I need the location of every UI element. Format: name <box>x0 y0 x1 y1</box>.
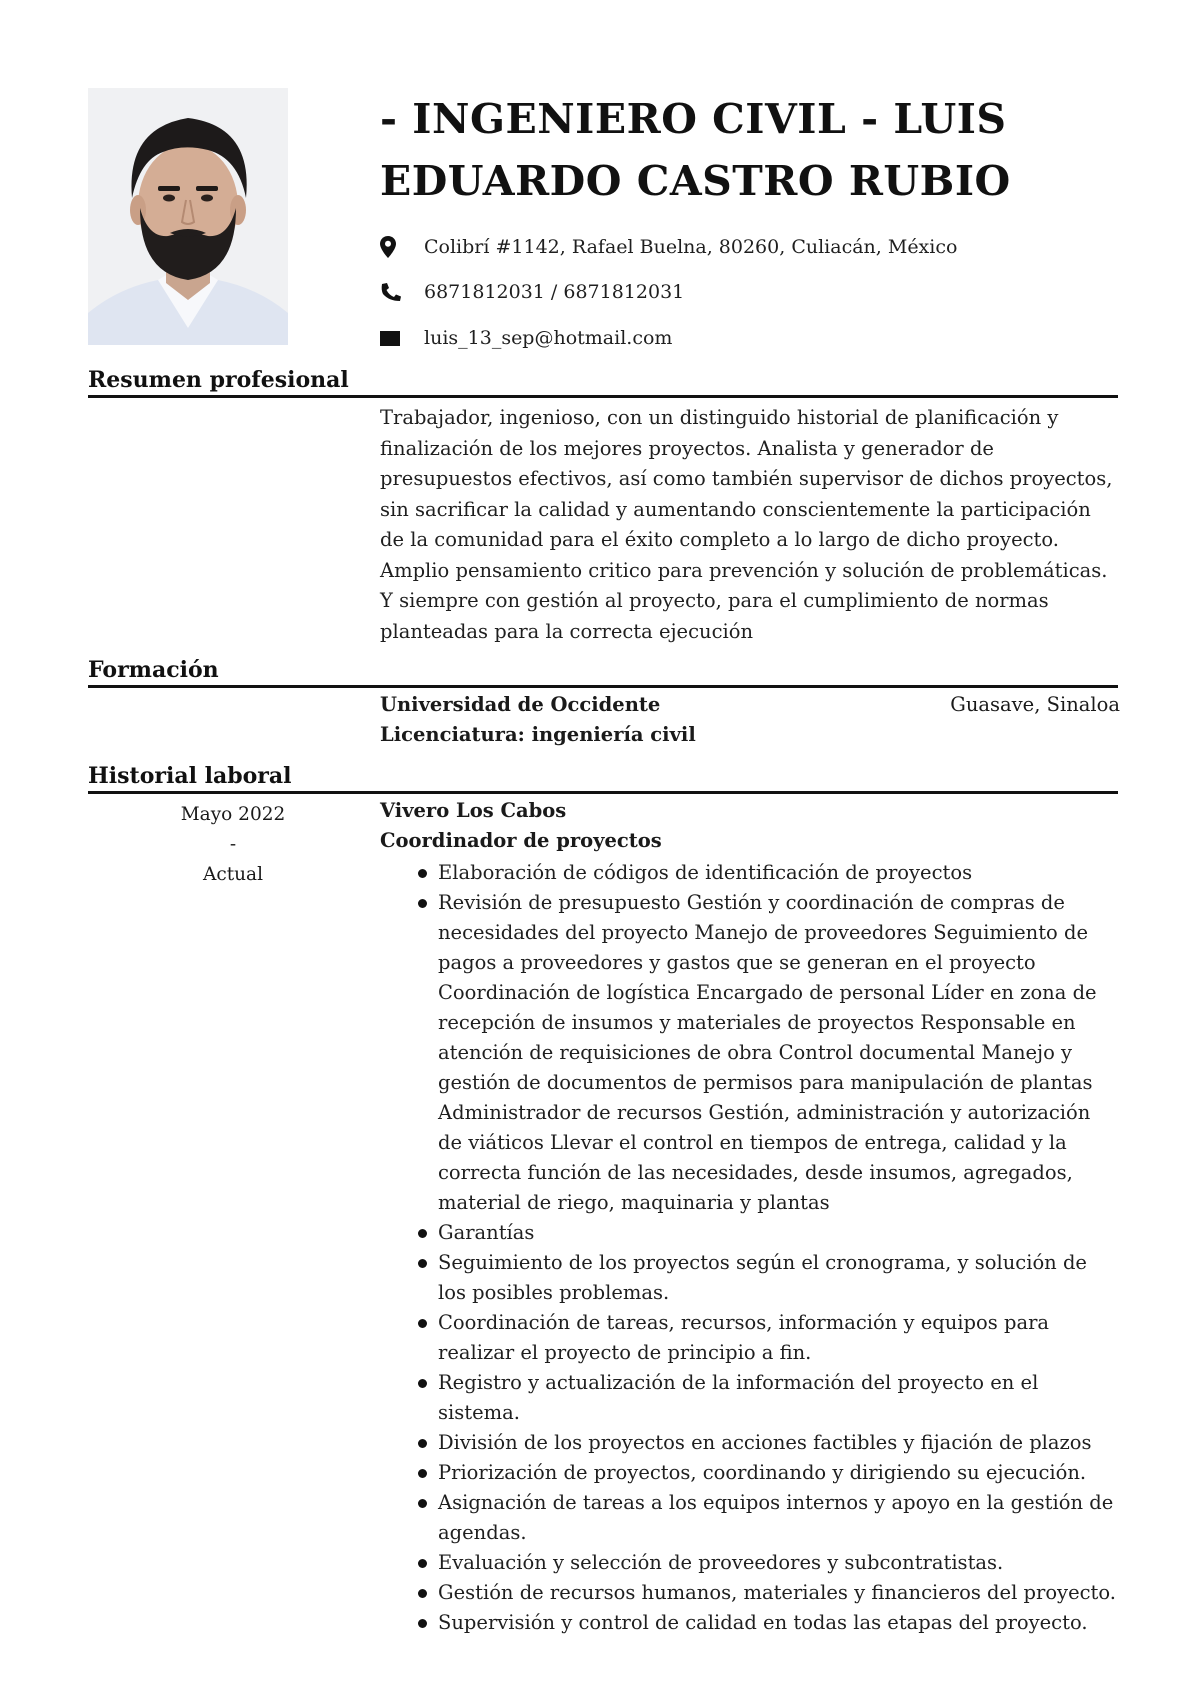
list-item: Asignación de tareas a los equipos internos y apoyo en la gestión de agendas. <box>380 1488 1120 1548</box>
list-item: Revisión de presupuesto Gestión y coordinación de compras de necesidades del proyecto Manejo de proveedores Seguimiento de pagos a proveedores y gastos que se generan en el proyecto Coordinación de logística Encargado de personal Líder en zona de recepción de insumos y materiales de proyectos Responsable en atención de requisiciones de obra Control documental Manejo y gestión de documentos de permisos para manipulación de plantas Administrador de recursos Gestión, administración y autorización de viáticos Llevar el control en tiempos de entrega, calidad y la correcta función de las necesidades, desde insumos, agregados, material de riego, maquinaria y plantas <box>380 888 1120 1218</box>
page-title <box>380 88 1120 212</box>
phone-icon <box>380 282 424 302</box>
education-school: Universidad de Occidente <box>380 693 661 716</box>
contact-email <box>380 323 672 353</box>
list-item: División de los proyectos en acciones factibles y fijación de plazos <box>380 1428 1120 1458</box>
job-dates <box>148 800 318 890</box>
contact-phone <box>380 277 684 307</box>
list-item: Evaluación y selección de proveedores y subcontratistas. <box>380 1548 1120 1578</box>
title-line-1: - INGENIERO CIVIL - LUIS <box>380 95 1007 143</box>
email-text[interactable]: luis_13_sep@hotmail.com <box>424 327 673 349</box>
section-work-heading: Historial laboral <box>88 763 1118 794</box>
job-end-date: Actual <box>202 864 264 885</box>
title-line-2: EDUARDO CASTRO RUBIO <box>380 157 1011 205</box>
education-degree: Licenciatura: ingeniería civil <box>380 723 696 746</box>
section-education-heading: Formación <box>88 657 1118 688</box>
summary-text: Trabajador, ingenioso, con un distinguido historial de planificación y finalización de los mejores proyectos. Analista y generador de presupuestos efectivos, así como también supervisor de dichos proyectos, sin sacrificar la calidad y aumentando conscientemente la participación de la comunidad para el éxito completo a lo largo de dicho proyecto. Amplio pensamiento critico para prevención y solución de problemáticas. Y siempre con gestión al proyecto, para el cumplimiento de normas planteadas para la correcta ejecución <box>380 406 1113 643</box>
phone-text[interactable]: 6871812031 / 6871812031 <box>424 281 685 303</box>
list-item: Priorización de proyectos, coordinando y dirigiendo su ejecución. <box>380 1458 1120 1488</box>
profile-photo <box>88 88 288 345</box>
job-start-date: Mayo 2022 <box>180 804 286 825</box>
list-item: Garantías <box>380 1218 1120 1248</box>
list-item: Elaboración de códigos de identificación de proyectos <box>380 858 1120 888</box>
list-item: Supervisión y control de calidad en todas las etapas del proyecto. <box>380 1608 1120 1638</box>
education-location: Guasave, Sinaloa <box>950 693 1120 716</box>
address-text: Colibrí #1142, Rafael Buelna, 80260, Culiacán, México <box>424 236 958 258</box>
job-role: Coordinador de proyectos <box>380 829 662 852</box>
section-summary-heading: Resumen profesional <box>88 367 1118 398</box>
email-icon <box>380 331 424 346</box>
list-item: Registro y actualización de la información del proyecto en el sistema. <box>380 1368 1120 1428</box>
contact-address <box>380 232 957 262</box>
list-item: Seguimiento de los proyectos según el cronograma, y solución de los posibles problemas. <box>380 1248 1120 1308</box>
profile-photo-illustration <box>88 88 288 345</box>
list-item: Gestión de recursos humanos, materiales y financieros del proyecto. <box>380 1578 1120 1608</box>
job-duties-list <box>380 858 1120 1638</box>
job-date-separator: - <box>229 834 237 855</box>
location-pin-icon <box>380 236 424 258</box>
list-item: Coordinación de tareas, recursos, información y equipos para realizar el proyecto de principio a fin. <box>380 1308 1120 1368</box>
job-company: Vivero Los Cabos <box>380 799 567 822</box>
